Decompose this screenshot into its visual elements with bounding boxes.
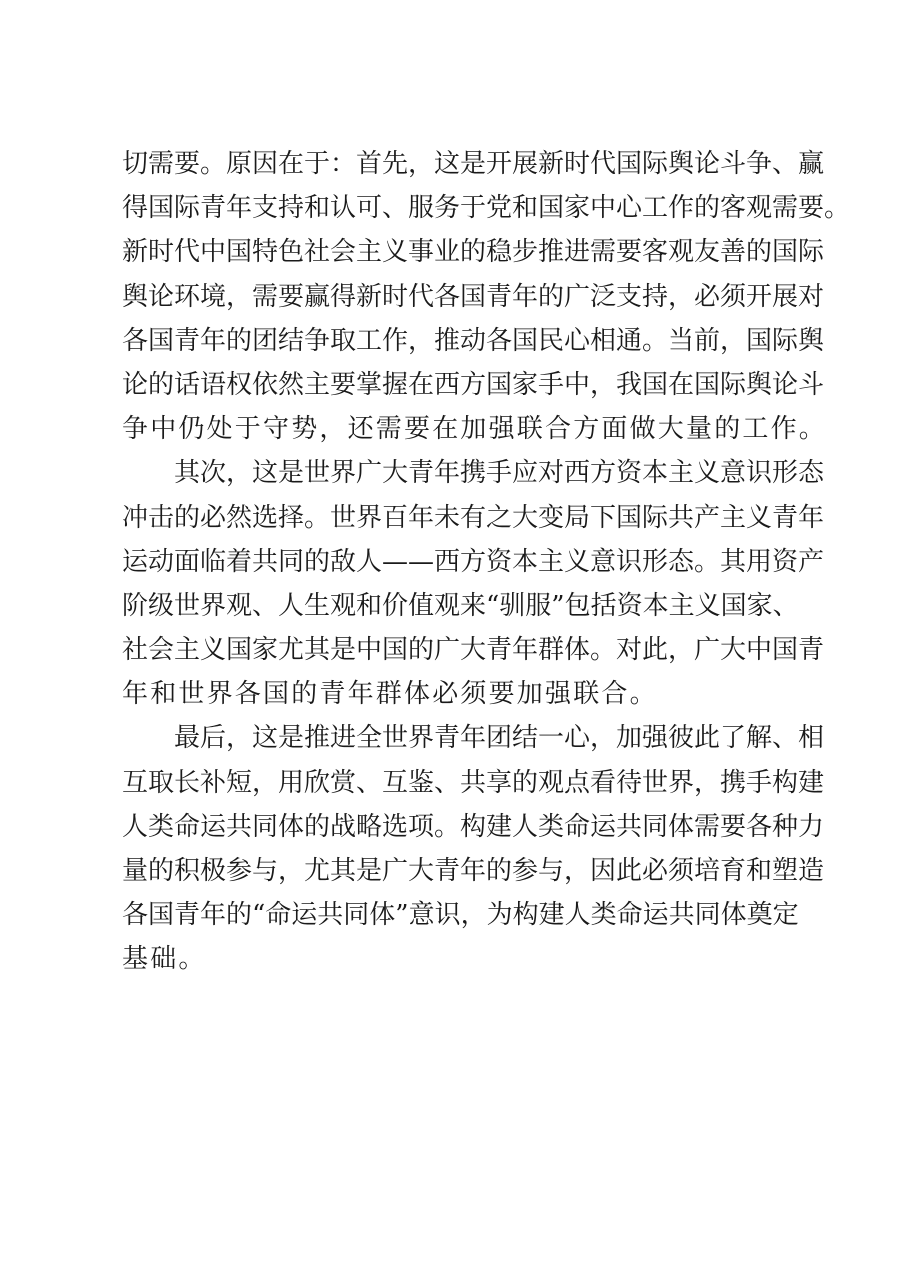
text-line: 社会主义国家尤其是中国的广大青年群体。对此，广大中国青 [122, 635, 825, 666]
text-line: 人类命运共同体的战略选项。构建人类命运共同体需要各种力 [122, 811, 825, 842]
paragraph [122, 716, 825, 981]
text-line: 争中仍处于守势，还需要在加强联合方面做大量的工作。 [122, 414, 828, 445]
text-line: 运动面临着共同的敌人——西方资本主义意识形态。其用资产 [122, 546, 825, 577]
text-line: 量的积极参与，尤其是广大青年的参与，因此必须培育和塑造 [122, 856, 825, 886]
text-line: 最后，这是推进全世界青年团结一心，加强彼此了解、相 [122, 723, 825, 754]
text-line: 切需要。原因在于：首先，这是开展新时代国际舆论斗争、赢 [122, 149, 825, 179]
text-line: 各国青年的团结争取工作，推动各国民心相通。当前，国际舆 [122, 325, 825, 356]
text-line: 冲击的必然选择。世界百年未有之大变局下国际共产主义青年 [122, 502, 825, 533]
text-line: 年和世界各国的青年群体必须要加强联合。 [122, 679, 658, 710]
text-line: 基础。 [122, 944, 207, 975]
text-line: 新时代中国特色社会主义事业的稳步推进需要客观友善的国际 [122, 237, 825, 268]
text-line: 其次，这是世界广大青年携手应对西方资本主义意识形态 [122, 458, 825, 489]
text-line: 论的话语权依然主要掌握在西方国家手中，我国在国际舆论斗 [122, 369, 825, 400]
paragraph [122, 142, 851, 451]
document-body [122, 142, 851, 982]
paragraph [122, 451, 825, 716]
text-line: 阶级世界观、人生观和价值观来“驯服”包括资本主义国家、 [122, 590, 799, 621]
text-line: 舆论环境，需要赢得新时代各国青年的广泛支持，必须开展对 [122, 281, 825, 312]
text-line: 得国际青年支持和认可、服务于党和国家中心工作的客观需要。 [122, 193, 851, 224]
text-line: 各国青年的“命运共同体”意识，为构建人类命运共同体奠定 [122, 900, 799, 931]
text-line: 互取长补短，用欣赏、互鉴、共享的观点看待世界，携手构建 [122, 767, 825, 798]
